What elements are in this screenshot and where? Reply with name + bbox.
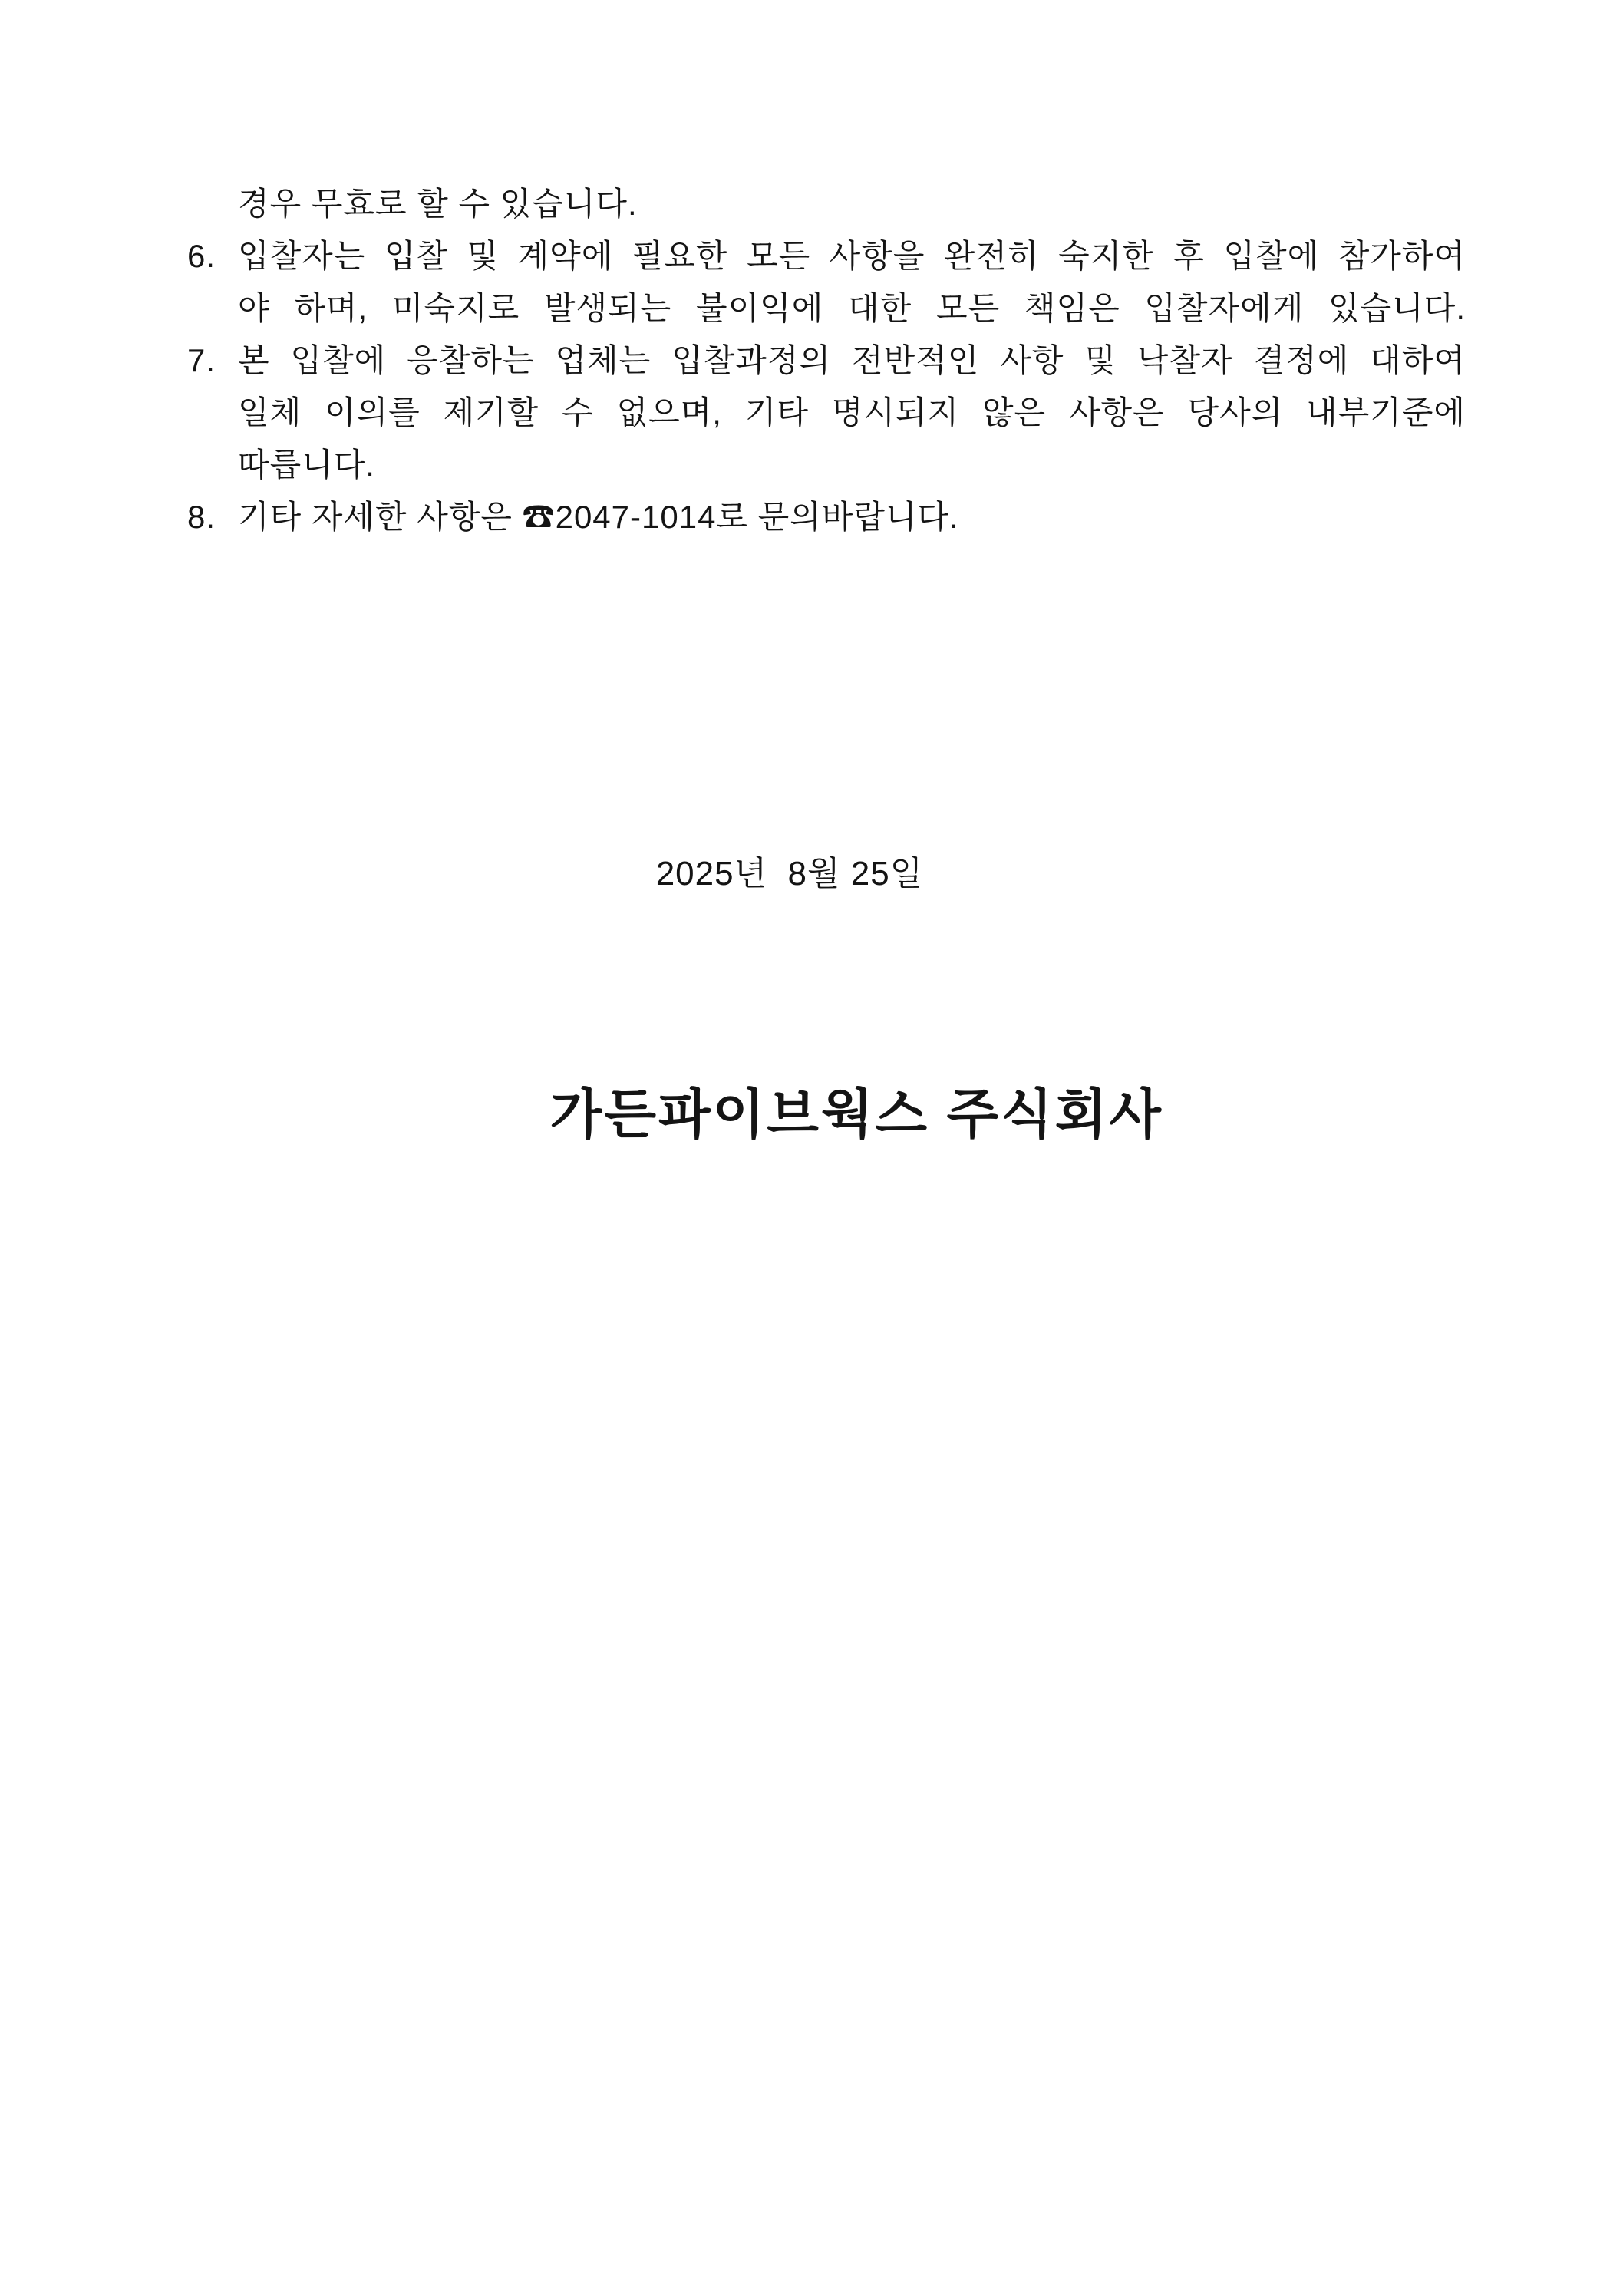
line-text: 기타 자세한 사항은 ☎2047-1014로 문의바랍니다. <box>238 499 959 535</box>
line-text: 입찰자는 입찰 및 계약에 필요한 모든 사항을 완전히 숙지한 후 입찰에 참가하여 <box>238 238 1466 274</box>
list-number: 7. <box>187 342 216 378</box>
document-line <box>0 335 1623 387</box>
company-name: 가든파이브웍스 주식회사 <box>549 1084 1164 1144</box>
line-text: 야 하며, 미숙지로 발생되는 불이익에 대한 모든 책임은 입찰자에게 있습니다. <box>238 290 1466 326</box>
document-line <box>0 230 1623 282</box>
line-text: 일체 이의를 제기할 수 없으며, 기타 명시되지 않은 사항은 당사의 내부기준에 <box>238 394 1466 430</box>
line-text: 따릅니다. <box>238 447 375 483</box>
document-date: 2025년 8월 25일 <box>655 855 924 892</box>
company-line <box>0 1010 1623 1210</box>
list-number: 8. <box>187 499 216 535</box>
document-line <box>0 178 1623 230</box>
document-line <box>0 387 1623 439</box>
list-number: 6. <box>187 238 216 274</box>
body-text-block <box>0 178 1623 543</box>
document-line <box>0 282 1623 335</box>
document-line-with-phone <box>0 491 1623 543</box>
line-text: 본 입찰에 응찰하는 업체는 입찰과정의 전반적인 사항 및 낙찰자 결정에 대하여 <box>238 342 1466 378</box>
document-line <box>0 439 1623 491</box>
date-line <box>0 807 1623 933</box>
line-text: 경우 무효로 할 수 있습니다. <box>238 186 638 222</box>
